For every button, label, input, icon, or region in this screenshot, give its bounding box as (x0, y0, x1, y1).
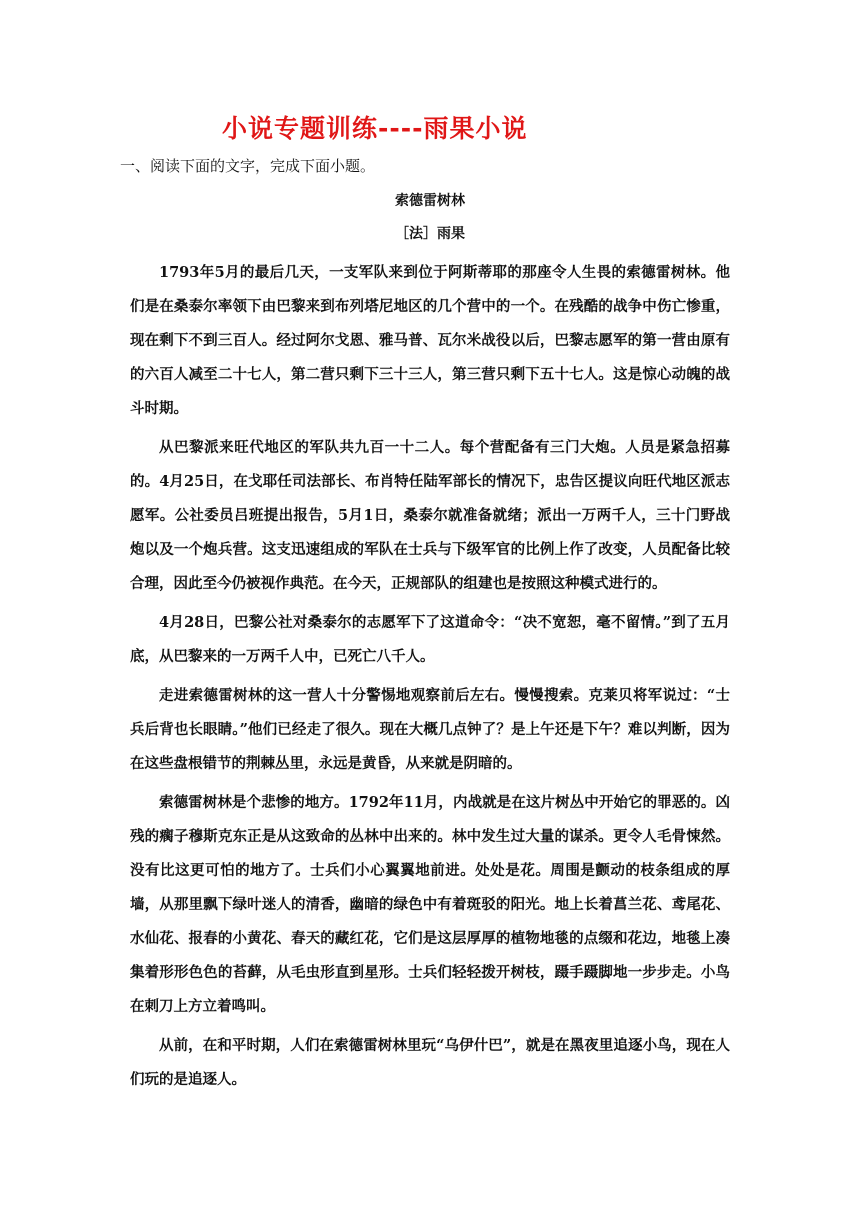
story-title: 索德雷树林 (395, 193, 465, 209)
paragraph-6: 从前，在和平时期，人们在索德雷树林里玩“乌伊什巴”，就是在黑夜里追逐小鸟，现在人们玩的是追逐人。 (130, 1037, 730, 1088)
paragraph-5: 索德雷树林是个悲惨的地方。1792年11月，内战就是在这片树丛中开始它的罪恶的。凶残的瘸子穆斯克东正是从这致命的丛林中出来的。林中发生过大量的谋杀。更令人毛骨悚然。没有比这更可怕的地方了。士兵们小心翼翼地前进。处处是花。周围是颤动的枝条组成的厚墙，从那里飘下绿叶迷人的清香，幽暗的绿色中有着斑驳的阳光。地上长着菖兰花、鸢尾花、水仙花、报春的小黄花、春天的藏红花，它们是这层厚厚的植物地毯的点缀和花边，地毯上凑集着形形色色的苔藓，从毛虫形直到星形。士兵们轻轻拨开树枝，蹑手蹑脚地一步步走。小鸟在刺刀上方立着鸣叫。 (130, 794, 730, 1015)
story-author: ［法］雨果 (395, 226, 465, 242)
paragraph-2: 从巴黎派来旺代地区的军队共九百一十二人。每个营配备有三门大炮。人员是紧急招募的。4月25日，在戈耶任司法部长、布肖特任陆军部长的情况下，忠告区提议向旺代地区派志愿军。公社委员吕班提出报告，5月1日，桑泰尔就准备就绪；派出一万两千人，三十门野战炮以及一个炮兵营。这支迅速组成的军队在士兵与下级军官的比例上作了改变，人员配备比较合理，因此至今仍被视作典范。在今天，正规部队的组建也是按照这种模式进行的。 (130, 439, 730, 592)
paragraph-4: 走进索德雷树林的这一营人十分警惕地观察前后左右。慢慢搜索。克莱贝将军说过：“士兵后背也长眼睛。”他们已经走了很久。现在大概几点钟了？是上午还是下午？难以判断，因为在这些盘根错节的荆棘丛里，永远是黄昏，从来就是阴暗的。 (130, 687, 730, 772)
page-title: 小说专题训练----雨果小说 (222, 114, 528, 143)
story-body (130, 256, 730, 1102)
paragraph-3: 4月28日，巴黎公社对桑泰尔的志愿军下了这道命令：“决不宽恕，毫不留情。”到了五月底，从巴黎来的一万两千人中，已死亡八千人。 (130, 614, 730, 665)
paragraph-1: 1793年5月的最后几天，一支军队来到位于阿斯蒂耶的那座令人生畏的索德雷树林。他们是在桑泰尔率领下由巴黎来到布列塔尼地区的几个营中的一个。在残酷的战争中伤亡惨重，现在剩下不到三百人。经过阿尔戈恩、雅马普、瓦尔米战役以后，巴黎志愿军的第一营由原有的六百人减至二十七人，第二营只剩下三十三人，第三营只剩下五十七人。这是惊心动魄的战斗时期。 (130, 264, 730, 417)
question-instruction: 一、阅读下面的文字，完成下面小题。 (120, 157, 376, 175)
